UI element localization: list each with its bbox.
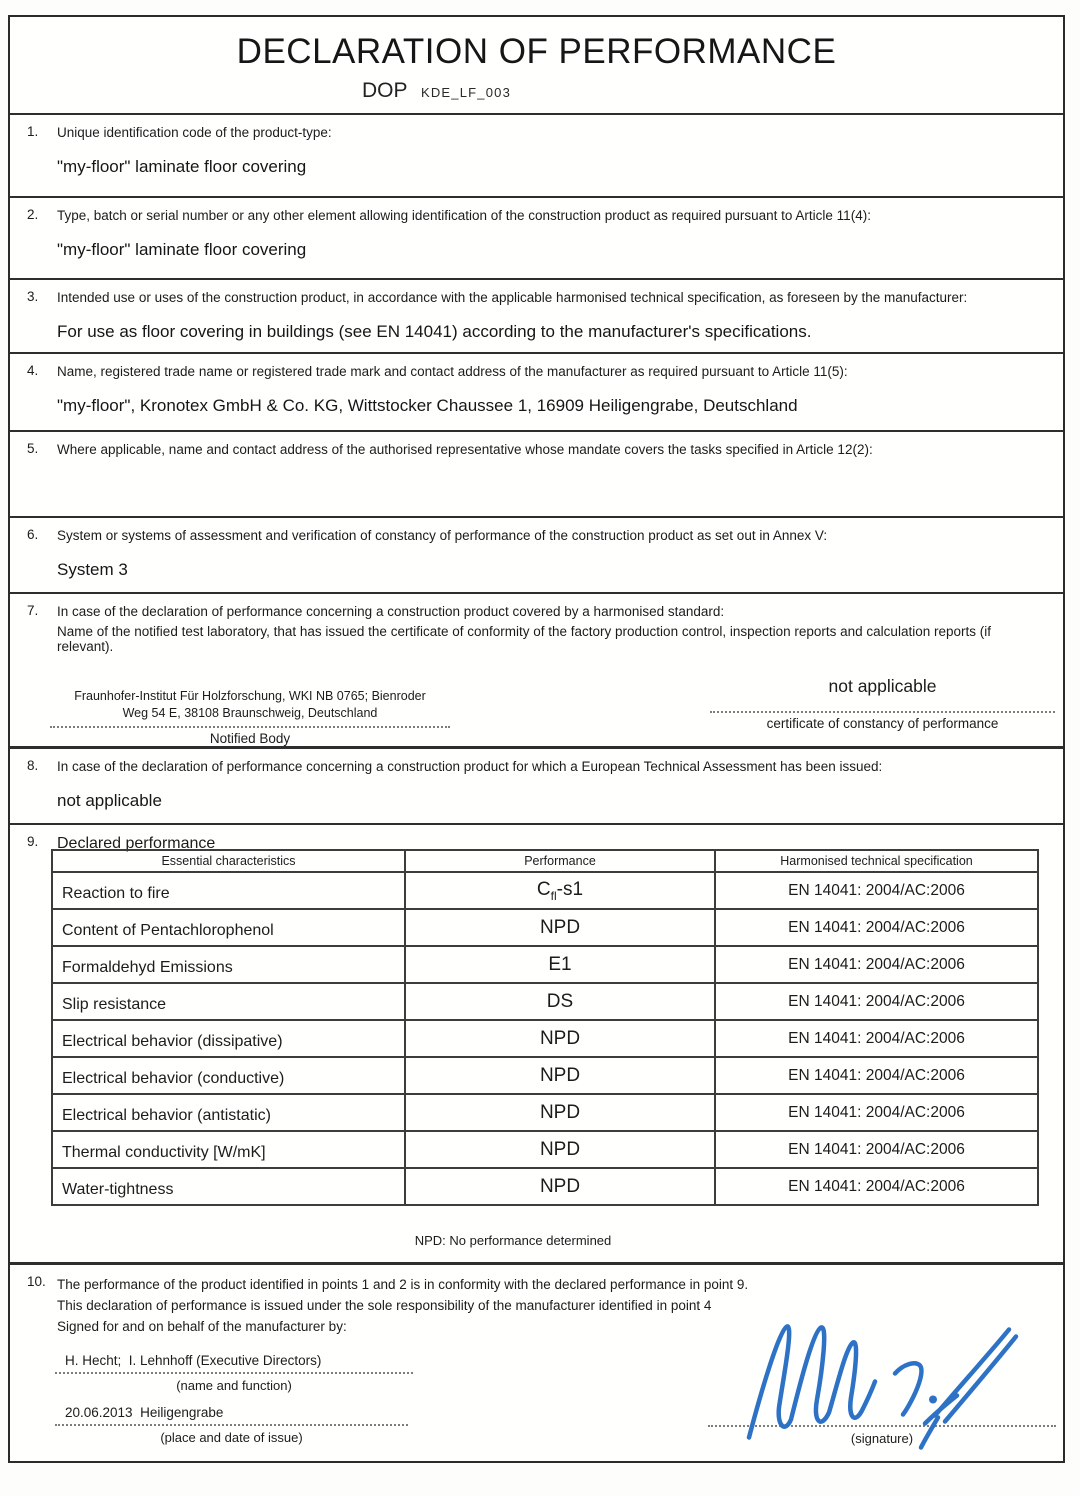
table-row — [52, 1057, 1038, 1094]
cell-specification: EN 14041: 2004/AC:2006 — [715, 946, 1038, 983]
section-head — [10, 518, 1063, 545]
table-row — [52, 1020, 1038, 1057]
section-number: 6. — [27, 527, 39, 542]
name-function-label: (name and function) — [176, 1378, 292, 1393]
section-number: 2. — [27, 207, 39, 222]
certificate-value: not applicable — [828, 676, 937, 696]
section-3 — [10, 280, 1063, 354]
section-content: not applicable — [57, 790, 162, 810]
cell-specification: EN 14041: 2004/AC:2006 — [715, 909, 1038, 946]
section-head — [10, 115, 1063, 142]
cell-specification: EN 14041: 2004/AC:2006 — [715, 1094, 1038, 1131]
cell-performance: NPD — [405, 1131, 715, 1168]
table-row — [52, 872, 1038, 909]
section-heading: Declared performance — [57, 835, 216, 852]
cell-performance: NPD — [405, 1094, 715, 1131]
section-number: 1. — [27, 124, 39, 139]
dop-label: DOP — [362, 79, 408, 102]
page-title: DECLARATION OF PERFORMANCE — [236, 32, 837, 71]
npd-footnote: NPD: No performance determined — [414, 1233, 612, 1248]
section-head — [10, 354, 1063, 381]
section-number: 3. — [27, 289, 39, 304]
notified-body-address: Weg 54 E, 38108 Braunschweig, Deutschland — [122, 706, 378, 721]
section-content: "my-floor" laminate floor covering — [57, 239, 307, 259]
certificate-label: certificate of constancy of performance — [766, 716, 999, 731]
statement-line: Signed for and on behalf of the manufacturer by: — [57, 1319, 347, 1334]
cell-performance: NPD — [405, 1168, 715, 1205]
cell-performance: DS — [405, 983, 715, 1020]
signature-block — [708, 1335, 1056, 1446]
cell-performance: E1 — [405, 946, 715, 983]
section-5 — [10, 432, 1063, 518]
signature-image — [733, 1311, 1033, 1461]
dop-code: KDE_LF_003 — [420, 85, 512, 100]
section-heading: In case of the declaration of performance concerning a construction product for which a European Technical Assessment has been issued: — [57, 759, 883, 774]
signature-label: (signature) — [850, 1431, 914, 1446]
section-content: "my-floor" laminate floor covering — [57, 156, 307, 176]
column-header-characteristics: Essential characteristics — [52, 850, 405, 872]
section-heading: Where applicable, name and contact address of the authorised representative whose mandate covers the tasks specified in Article 12(2): — [57, 442, 873, 457]
section-number: 10. — [27, 1274, 46, 1289]
dop-line — [10, 72, 1063, 103]
section-6 — [10, 518, 1063, 594]
section-number: 4. — [27, 363, 39, 378]
section-9 — [10, 825, 1063, 1265]
section-heading: Name, registered trade name or registered trade mark and contact address of the manufacturer as required pursuant to Article 11(5): — [57, 364, 848, 379]
cell-specification: EN 14041: 2004/AC:2006 — [715, 983, 1038, 1020]
table-row — [52, 946, 1038, 983]
place-date-value: 20.06.2013 Heiligengrabe — [65, 1405, 224, 1420]
section-content: System 3 — [57, 559, 128, 579]
cell-performance: NPD — [405, 909, 715, 946]
section-number: 5. — [27, 441, 39, 456]
document-border — [8, 15, 1065, 1463]
section-1 — [10, 115, 1063, 198]
section-2 — [10, 198, 1063, 280]
section-number: 9. — [27, 834, 39, 849]
cell-specification: EN 14041: 2004/AC:2006 — [715, 1020, 1038, 1057]
section-head — [10, 280, 1063, 307]
section-number: 8. — [27, 758, 39, 773]
statement-line: The performance of the product identified in points 1 and 2 is in conformity with the declared performance in point 9. — [57, 1277, 749, 1292]
performance-table-body — [52, 872, 1038, 1205]
declaration-statement — [57, 1274, 748, 1337]
section-content: For use as floor covering in buildings (see EN 14041) according to the manufacturer's specifications. — [57, 321, 812, 341]
name-function-block — [55, 1353, 413, 1393]
cell-performance: $C_{fl}-s1$ — [405, 872, 715, 909]
section-heading: Unique identification code of the product-type: — [57, 125, 332, 140]
table-row — [52, 1131, 1038, 1168]
section-heading: Intended use or uses of the construction product, in accordance with the applicable harmonised technical specification, as foreseen by the manufacturer: — [57, 290, 968, 305]
section-4 — [10, 354, 1063, 432]
cell-characteristic: Thermal conductivity [W/mK] — [52, 1131, 405, 1168]
section-7-head — [10, 594, 1063, 621]
cell-specification: EN 14041: 2004/AC:2006 — [715, 1131, 1038, 1168]
signatory-names: H. Hecht; I. Lehnhoff (Executive Directors) — [65, 1353, 322, 1368]
declared-performance-table — [51, 849, 1039, 1206]
table-row — [52, 909, 1038, 946]
cell-characteristic: Electrical behavior (conductive) — [52, 1057, 405, 1094]
section-head — [10, 198, 1063, 225]
cell-characteristic: Reaction to fire — [52, 872, 405, 909]
cell-performance: NPD — [405, 1020, 715, 1057]
column-header-specification: Harmonised technical specification — [715, 850, 1038, 872]
section-8-head — [10, 749, 1063, 776]
notified-body-label: Notified Body — [209, 730, 291, 746]
column-header-performance: Performance — [405, 850, 715, 872]
cell-specification: EN 14041: 2004/AC:2006 — [715, 1168, 1038, 1205]
notified-body-block — [50, 688, 450, 746]
certificate-block — [710, 676, 1055, 731]
signature-strokes — [749, 1326, 1016, 1447]
section-7 — [10, 594, 1063, 749]
place-date-label: (place and date of issue) — [160, 1430, 303, 1445]
notified-body-name: Fraunhofer-Institut Für Holzforschung, WKI NB 0765; Bienroder — [74, 689, 426, 703]
table-row — [52, 983, 1038, 1020]
section-heading: In case of the declaration of performance concerning a construction product covered by a harmonised standard: — [57, 604, 725, 619]
cell-characteristic: Electrical behavior (dissipative) — [52, 1020, 405, 1057]
cell-specification: EN 14041: 2004/AC:2006 — [715, 1057, 1038, 1094]
table-header-row — [52, 850, 1038, 872]
section-heading-line2: Name of the notified test laboratory, that has issued the certificate of conformity of the factory production control, inspection reports and calculation reports (if relevant). — [57, 623, 991, 654]
table-row — [52, 1094, 1038, 1131]
cell-characteristic: Slip resistance — [52, 983, 405, 1020]
table-row — [52, 1168, 1038, 1205]
section-head — [10, 432, 1063, 459]
section-8 — [10, 749, 1063, 825]
cell-characteristic: Content of Pentachlorophenol — [52, 909, 405, 946]
cell-performance: NPD — [405, 1057, 715, 1094]
header-block — [10, 17, 1063, 115]
section-number: 7. — [27, 603, 39, 618]
cell-specification: EN 14041: 2004/AC:2006 — [715, 872, 1038, 909]
cell-characteristic: Electrical behavior (antistatic) — [52, 1094, 405, 1131]
section-heading: Type, batch or serial number or any other element allowing identification of the construction product as required pursuant to Article 11(4): — [57, 208, 871, 223]
section-content: "my-floor", Kronotex GmbH & Co. KG, Wittstocker Chaussee 1, 16909 Heiligengrabe, Deutschland — [57, 395, 798, 415]
place-date-block — [55, 1405, 408, 1445]
statement-line: This declaration of performance is issued under the sole responsibility of the manufacturer identified in point 4 — [57, 1298, 712, 1313]
cell-characteristic: Formaldehyd Emissions — [52, 946, 405, 983]
cell-characteristic: Water-tightness — [52, 1168, 405, 1205]
section-heading: System or systems of assessment and verification of constancy of performance of the construction product as set out in Annex V: — [57, 528, 828, 543]
sections-1-6 — [10, 115, 1063, 594]
section-10 — [10, 1265, 1063, 1465]
